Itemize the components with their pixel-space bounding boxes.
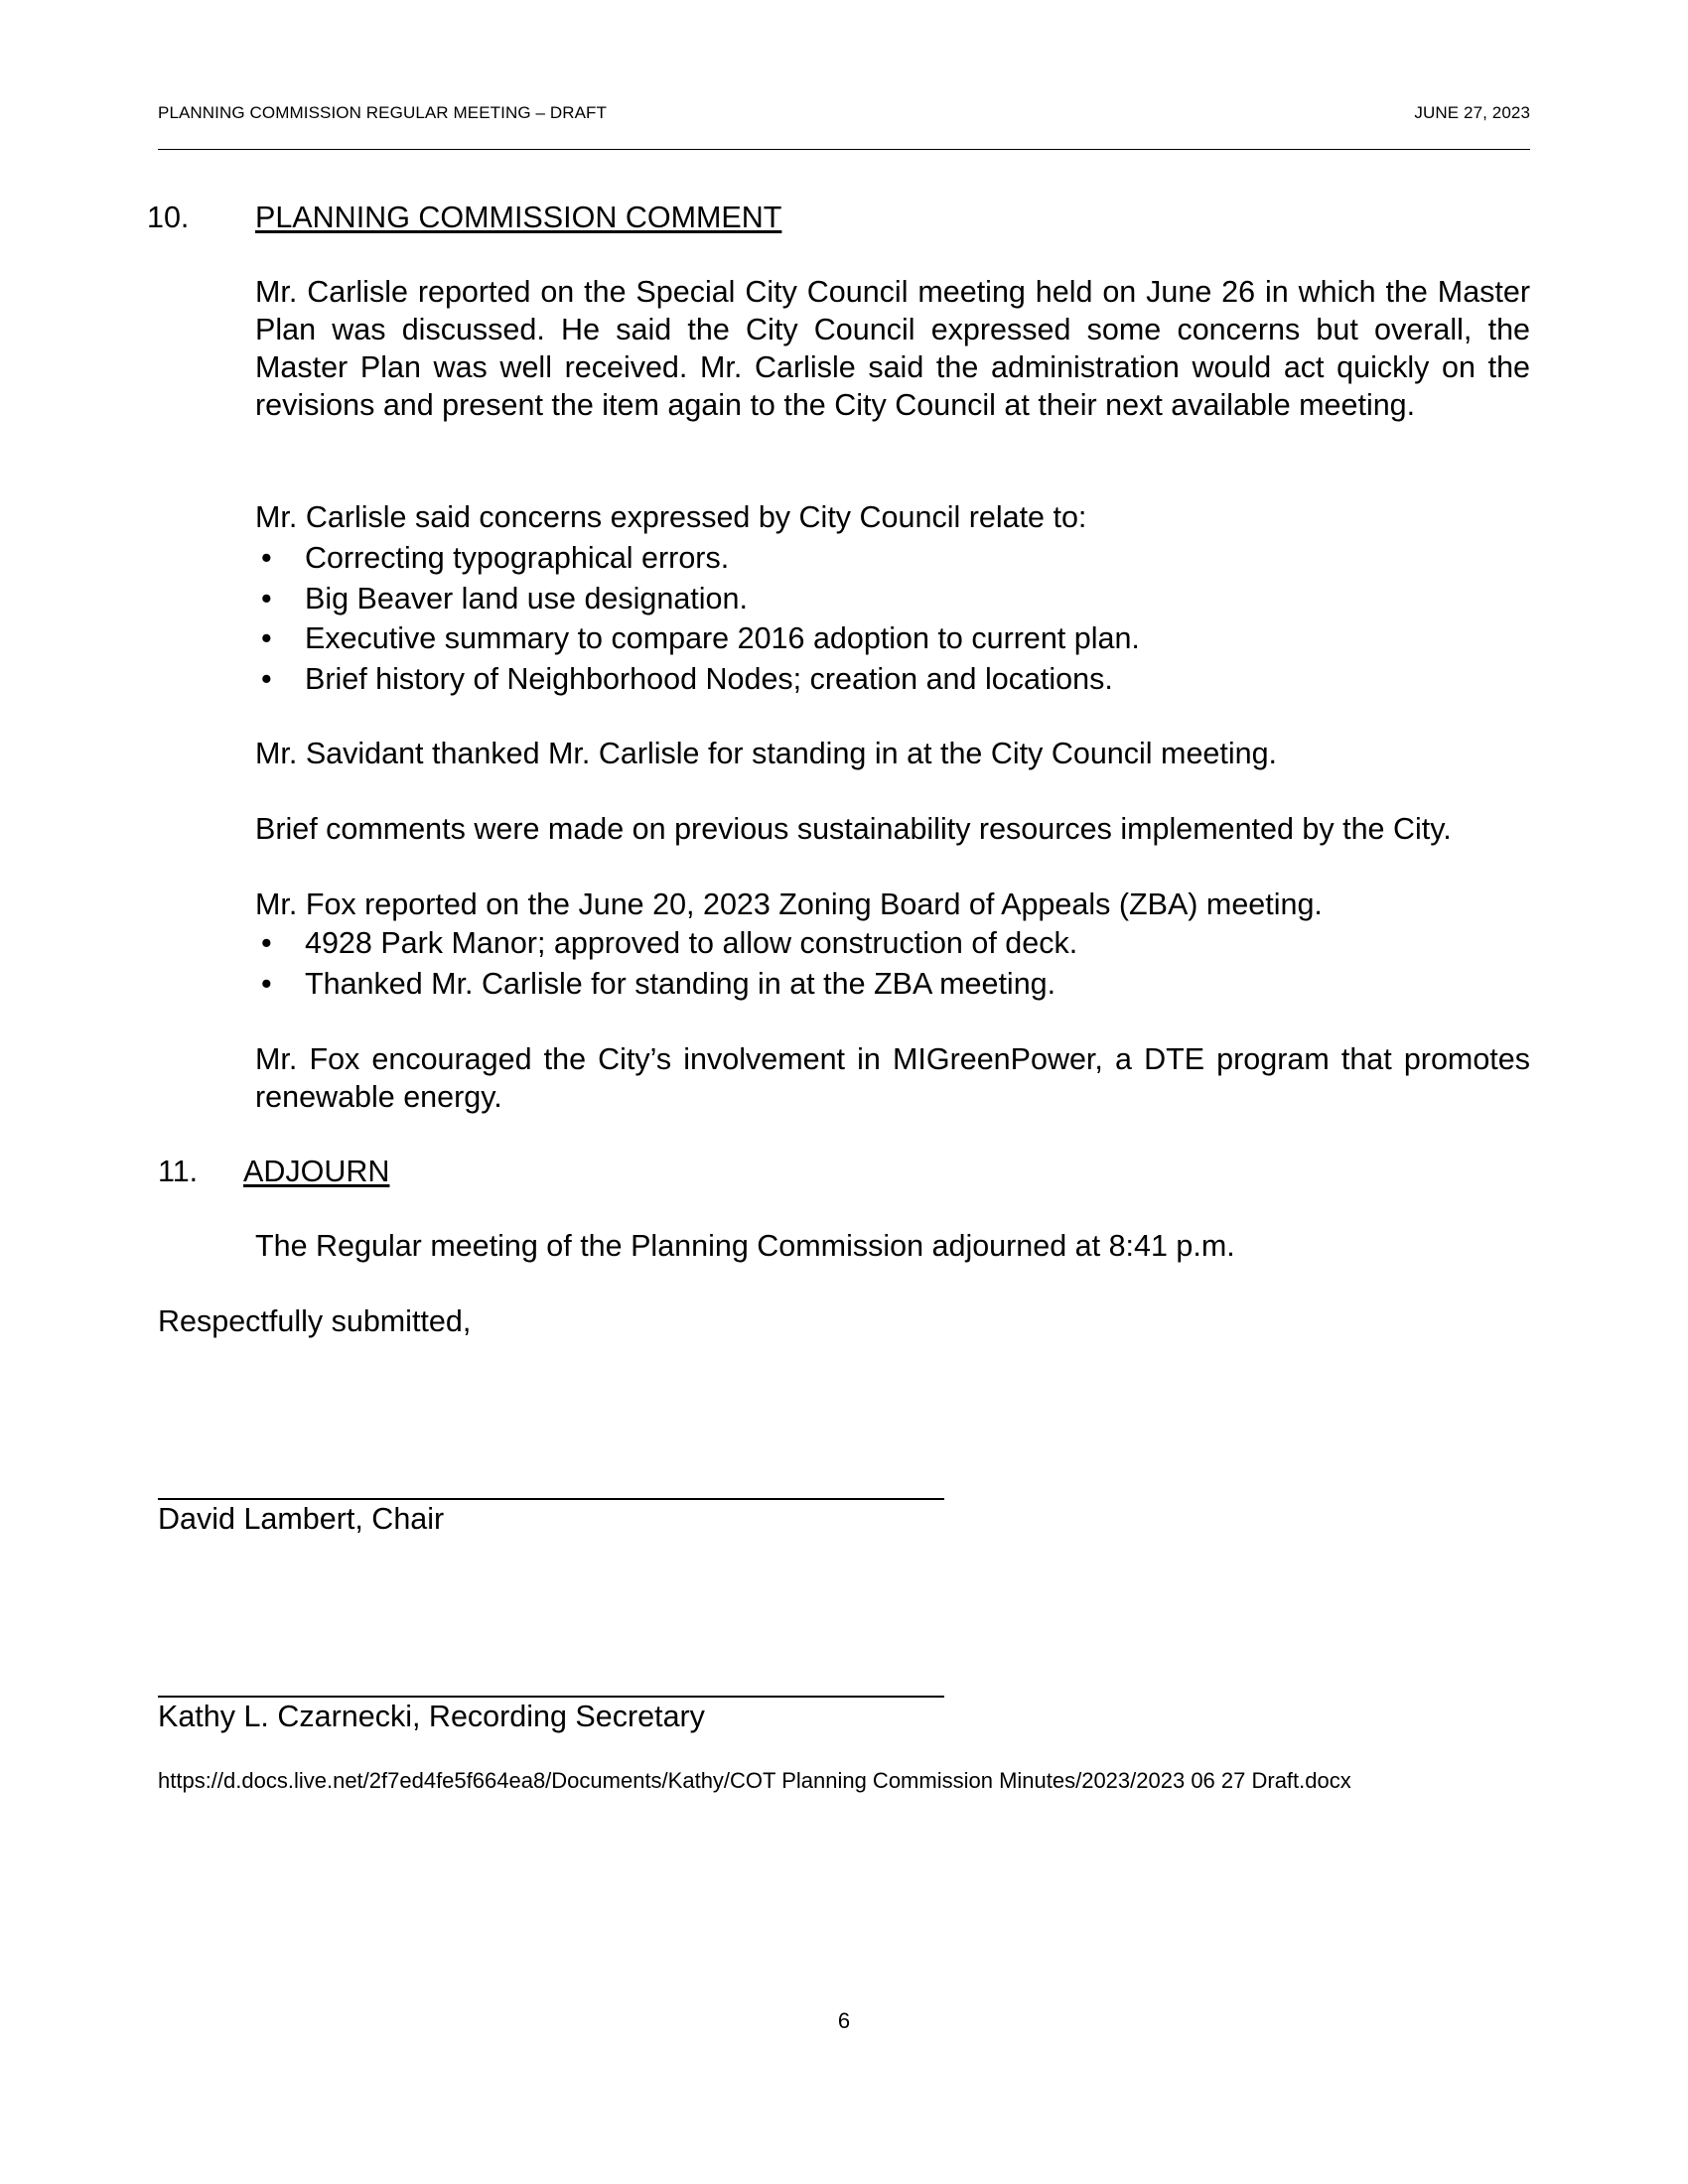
bullet-icon: •: [261, 621, 272, 655]
header-divider: [158, 149, 1530, 150]
header-date: JUNE 27, 2023: [1414, 103, 1530, 122]
section-10-title: PLANNING COMMISSION COMMENT: [255, 201, 782, 234]
concerns-intro: Mr. Carlisle said concerns expressed by City Council relate to:: [255, 500, 1087, 534]
paragraph-sustainability: Brief comments were made on previous sustainability resources implemented by the City.: [255, 812, 1452, 846]
zba-list: [255, 923, 1530, 1004]
list-item-text: Big Beaver land use designation.: [305, 581, 748, 615]
list-item: [255, 923, 1530, 964]
concerns-list: [255, 538, 1530, 699]
list-item-text: Correcting typographical errors.: [305, 541, 730, 575]
bullet-icon: •: [261, 541, 272, 575]
list-item: [255, 618, 1530, 659]
signature-name-secretary: Kathy L. Czarnecki, Recording Secretary: [158, 1700, 705, 1733]
list-item: [255, 538, 1530, 579]
list-item: [255, 964, 1530, 1005]
bullet-icon: •: [261, 581, 272, 615]
paragraph-council-meeting: Mr. Carlisle reported on the Special City Council meeting held on June 26 in which the Master Plan was discussed. He said the City Council expressed some concerns but overall, the Master Plan was well received. Mr. Carlisle said the administration would act quickly on the revisions and present the item again to the City Council at their next available meeting.: [255, 275, 1530, 422]
section-10-number: 10.: [147, 201, 190, 234]
list-item: [255, 579, 1530, 619]
section-11-number: 11.: [158, 1155, 199, 1188]
section-11-title: ADJOURN: [243, 1155, 390, 1188]
document-path: https://d.docs.live.net/2f7ed4fe5f664ea8/Documents/Kathy/COT Planning Commission Minutes/2023/2023 06 27 Draft.docx: [158, 1768, 1351, 1793]
paragraph-thanks: Mr. Savidant thanked Mr. Carlisle for standing in at the City Council meeting.: [255, 737, 1278, 770]
list-item-text: Brief history of Neighborhood Nodes; creation and locations.: [305, 661, 1113, 696]
list-item-text: 4928 Park Manor; approved to allow construction of deck.: [305, 926, 1078, 960]
closing-text: Respectfully submitted,: [158, 1304, 472, 1338]
bullet-icon: •: [261, 966, 272, 1001]
adjourn-text: The Regular meeting of the Planning Commission adjourned at 8:41 p.m.: [255, 1229, 1235, 1263]
page-number: 6: [837, 2008, 851, 2033]
signature-name-chair: David Lambert, Chair: [158, 1502, 445, 1536]
list-item: [255, 659, 1530, 700]
bullet-icon: •: [261, 661, 272, 696]
header-title: PLANNING COMMISSION REGULAR MEETING – DRAFT: [158, 103, 608, 122]
zba-intro: Mr. Fox reported on the June 20, 2023 Zoning Board of Appeals (ZBA) meeting.: [255, 887, 1323, 921]
bullet-icon: •: [261, 926, 272, 960]
paragraph-migreenpower: Mr. Fox encouraged the City’s involvement in MIGreenPower, a DTE program that promotes renewable energy.: [255, 1042, 1530, 1114]
list-item-text: Executive summary to compare 2016 adoption to current plan.: [305, 621, 1140, 655]
list-item-text: Thanked Mr. Carlisle for standing in at the ZBA meeting.: [305, 966, 1056, 1001]
